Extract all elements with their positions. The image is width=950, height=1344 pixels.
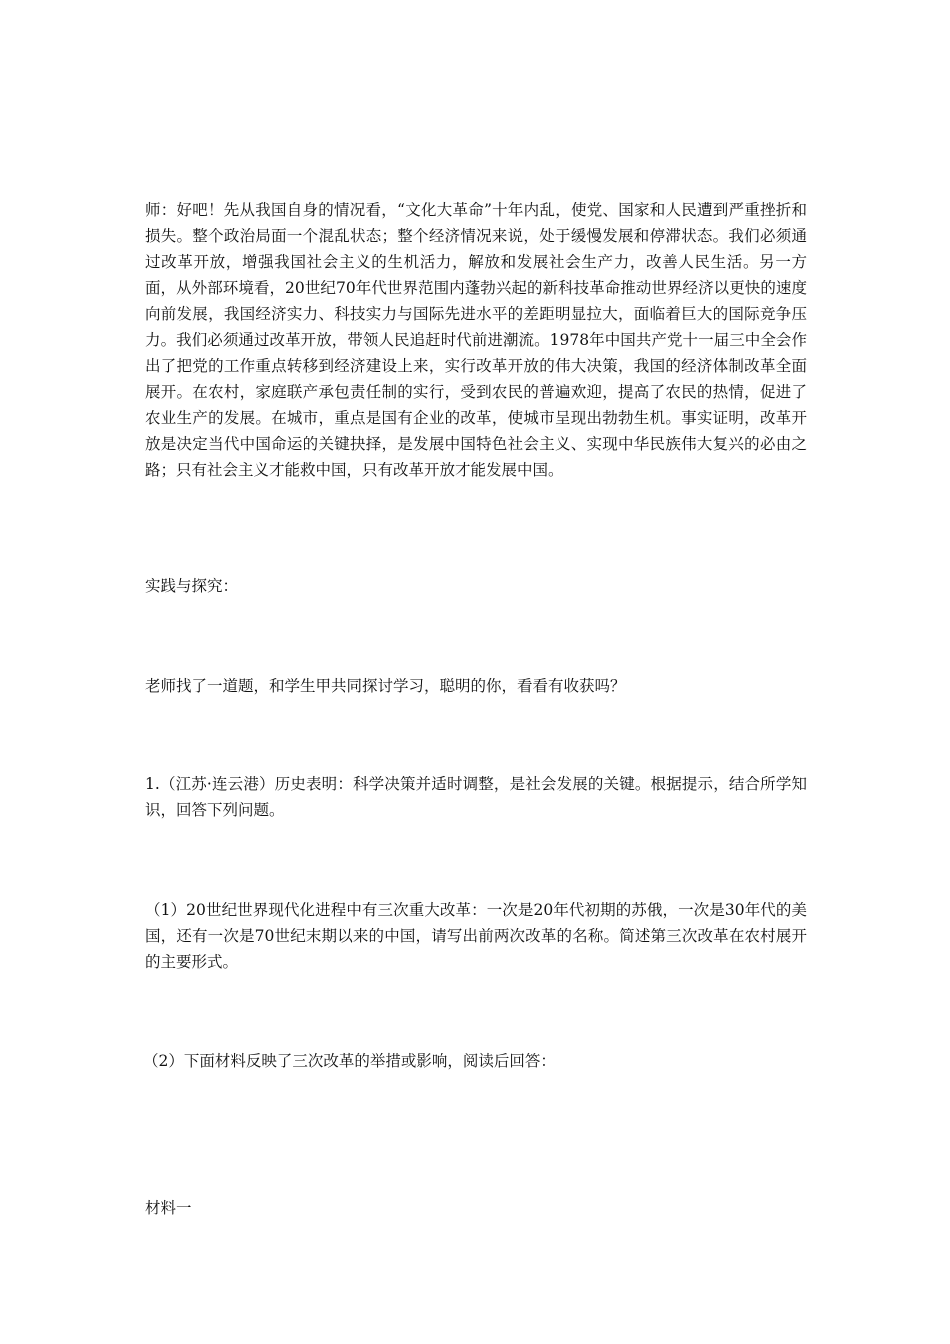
teacher-answer-paragraph: 师：好吧！先从我国自身的情况看，“文化大革命”十年内乱，使党、国家和人民遭到严重挫折和损失。整个政治局面一个混乱状态；整个经济情况来说，处于缓慢发展和停滞状态。我们必须通过改革开放，增强我国社会主义的生机活力，解放和发展社会生产力，改善人民生活。另一方面，从外部环境看，20世纪70年代世界范围内蓬勃兴起的新科技革命推动世界经济以更快的速度向前发展，我国经济实力、科技实力与国际先进水平的差距明显拉大，面临着巨大的国际竞争压力。我们必须通过改革开放，带领人民追赶时代前进潮流。1978年中国共产党十一届三中全会作出了把党的工作重点转移到经济建设上来，实行改革开放的伟大决策，我国的经济体制改革全面展开。在农村，家庭联产承包责任制的实行，受到农民的普遍欢迎，提高了农民的热情，促进了农业生产的发展。在城市，重点是国有企业的改革，使城市呈现出勃勃生机。事实证明，改革开放是决定当代中国命运的关键抉择，是发展中国特色社会主义、实现中华民族伟大复兴的必由之路；只有社会主义才能救中国，只有改革开放才能发展中国。 — [145, 201, 807, 479]
practice-heading: 实践与探究： — [145, 577, 239, 595]
intro-paragraph: 老师找了一道题，和学生甲共同探讨学习，聪明的你，看看有收获吗？ — [145, 677, 626, 695]
material-1-label: 材料一 — [145, 1199, 192, 1217]
question-1-part-2: （2）下面材料反映了三次改革的举措或影响，阅读后回答： — [143, 1052, 556, 1070]
question-1: 1.（江苏·连云港）历史表明：科学决策并适时调整，是社会发展的关键。根据提示，结合所学知识，回答下列问题。 — [145, 775, 807, 819]
question-1-part-1: （1）20世纪世界现代化进程中有三次重大改革：一次是20年代初期的苏俄，一次是30年代的美国，还有一次是70世纪末期以来的中国，请写出前两次改革的名称。简述第三次改革在农村展开的主要形式。 — [145, 901, 807, 971]
